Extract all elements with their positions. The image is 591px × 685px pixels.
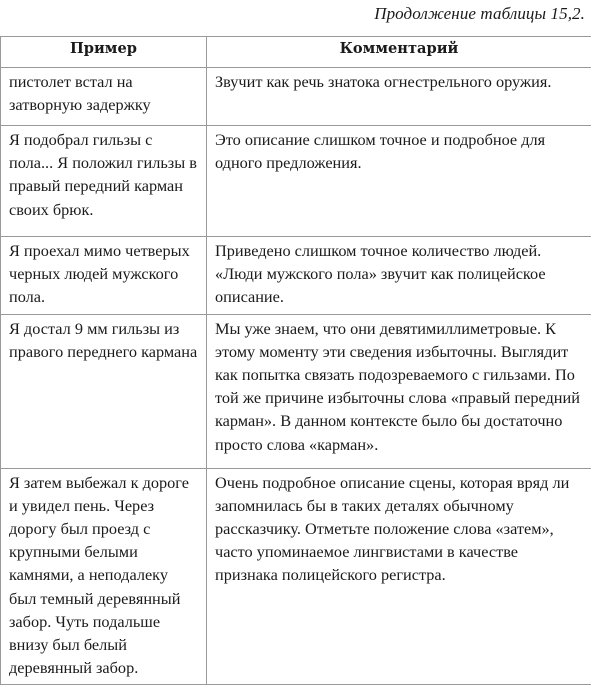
header-comment: Комментарий	[207, 37, 591, 68]
comment-cell: Это описание слишком точное и подробное для одного предложения.	[207, 126, 591, 237]
table-caption: Продолжение таблицы 15,2.	[374, 4, 585, 24]
table-row	[1, 68, 591, 126]
example-cell: Я достал 9 мм гильзы из правого переднего кармана	[1, 314, 207, 468]
comment-cell: Мы уже знаем, что они девятимиллиметровые. К этому моменту эти сведения избыточны. Выглядит как попытка связать подозреваемого с гильзами. По той же причине избыточны слова «правый передний карман». В данном контексте было бы достаточно просто слова «карман».	[207, 314, 591, 468]
comment-cell: Очень подробное описание сцены, которая вряд ли запомнилась бы в таких деталях обычному рассказчику. Отметьте положение слова «затем», часто упоминаемое лингвистами в качестве признака полицейского регистра.	[207, 468, 591, 685]
comment-cell: Приведено слишком точное количество людей. «Люди мужского пола» звучит как полицейское описание.	[207, 237, 591, 315]
table-header-row	[1, 37, 591, 68]
table-row	[1, 314, 591, 468]
header-example: Пример	[1, 37, 207, 68]
example-cell: пистолет встал на затворную задержку	[1, 68, 207, 126]
table-row	[1, 468, 591, 685]
examples-table	[0, 36, 591, 685]
table-row	[1, 126, 591, 237]
example-cell: Я проехал мимо четверых черных людей мужского пола.	[1, 237, 207, 315]
example-cell: Я подобрал гильзы с пола... Я положил гильзы в правый передний карман своих брюк.	[1, 126, 207, 237]
comment-cell: Звучит как речь знатока огнестрельного оружия.	[207, 68, 591, 126]
example-cell: Я затем выбежал к дороге и увидел пень. Через дорогу был проезд с крупными белыми камнями, а неподалеку был темный деревянный забор. Чуть подальше внизу был белый деревянный забор.	[1, 468, 207, 685]
table-row	[1, 237, 591, 315]
